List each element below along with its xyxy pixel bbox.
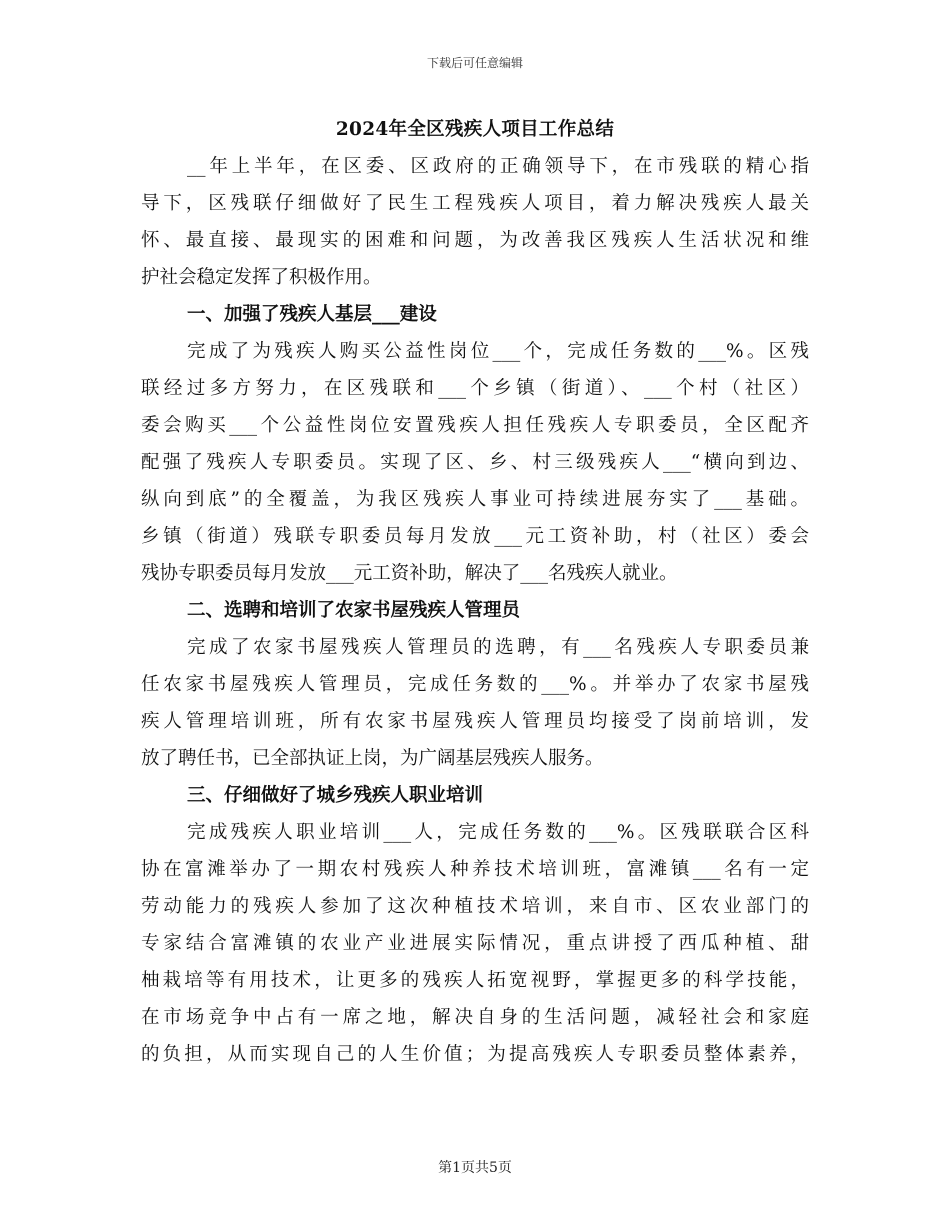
paragraph-line: 导下，区残联仔细做好了民生工程残疾人项目，着力解决残疾人最关 bbox=[141, 193, 809, 214]
paragraph-line: 任农家书屋残疾人管理员，完成任务数的___%。并举办了农家书屋残 bbox=[141, 674, 809, 695]
paragraph-first-line: 完成了为残疾人购买公益性岗位___个，完成任务数的___%。区残 bbox=[187, 341, 809, 362]
paragraph-line: 纵向到底”的全覆盖，为我区残疾人事业可持续进展夯实了___基础。 bbox=[141, 489, 809, 510]
paragraph-line: 的负担，从而实现自己的人生价值；为提高残疾人专职委员整体素养， bbox=[141, 1044, 809, 1065]
document-title: 2024年全区残疾人项目工作总结 bbox=[335, 119, 615, 140]
section-heading: 二、选聘和培训了农家书屋残疾人管理员 bbox=[187, 600, 521, 621]
page-header-note: 下载后可任意编辑 bbox=[426, 56, 523, 70]
paragraph-line: 护社会稳定发挥了积极作用。 bbox=[141, 267, 382, 288]
paragraph-line: 协在富滩举办了一期农村残疾人种养技术培训班，富滩镇___名有一定 bbox=[141, 859, 809, 880]
paragraph-line: 专家结合富滩镇的农业产业进展实际情况，重点讲授了西瓜种植、甜 bbox=[141, 933, 809, 954]
document-body bbox=[141, 112, 809, 1073]
paragraph-first-line: 完成残疾人职业培训___人，完成任务数的___%。区残联联合区科 bbox=[187, 822, 809, 843]
section-heading: 一、加强了残疾人基层___建设 bbox=[187, 304, 437, 325]
paragraph-line: 放了聘任书，已全部执证上岗，为广阔基层残疾人服务。 bbox=[141, 748, 604, 769]
paragraph-line: 在市场竞争中占有一席之地，解决自身的生活问题，减轻社会和家庭 bbox=[141, 1007, 809, 1028]
paragraph-line: 残协专职委员每月发放___元工资补助，解决了___名残疾人就业。 bbox=[141, 563, 678, 584]
section-heading: 三、仔细做好了城乡残疾人职业培训 bbox=[187, 785, 484, 806]
paragraph-line: 联经过多方努力，在区残联和___个乡镇（街道）、___个村（社区） bbox=[141, 378, 809, 399]
paragraph-line: 怀、最直接、最现实的困难和问题，为改善我区残疾人生活状况和维 bbox=[141, 230, 809, 251]
paragraph-line: 配强了残疾人专职委员。实现了区、乡、村三级残疾人___“横向到边、 bbox=[141, 452, 809, 473]
paragraph-line: 委会购买___个公益性岗位安置残疾人担任残疾人专职委员，全区配齐 bbox=[141, 415, 809, 436]
paragraph-line: 柚栽培等有用技术，让更多的残疾人拓宽视野，掌握更多的科学技能， bbox=[141, 970, 809, 991]
document-text-lines bbox=[141, 148, 809, 1073]
paragraph-line: 劳动能力的残疾人参加了这次种植技术培训，来自市、区农业部门的 bbox=[141, 896, 809, 917]
paragraph-first-line: 完成了农家书屋残疾人管理员的选聘，有___名残疾人专职委员兼 bbox=[187, 637, 809, 658]
page-number-footer: 第1页共5页 bbox=[438, 1160, 512, 1176]
paragraph-line: 疾人管理培训班，所有农家书屋残疾人管理员均接受了岗前培训，发 bbox=[141, 711, 809, 732]
paragraph-line: 乡镇（街道）残联专职委员每月发放___元工资补助，村（社区）委会 bbox=[141, 526, 809, 547]
paragraph-first-line: __年上半年，在区委、区政府的正确领导下，在市残联的精心指 bbox=[187, 156, 809, 177]
